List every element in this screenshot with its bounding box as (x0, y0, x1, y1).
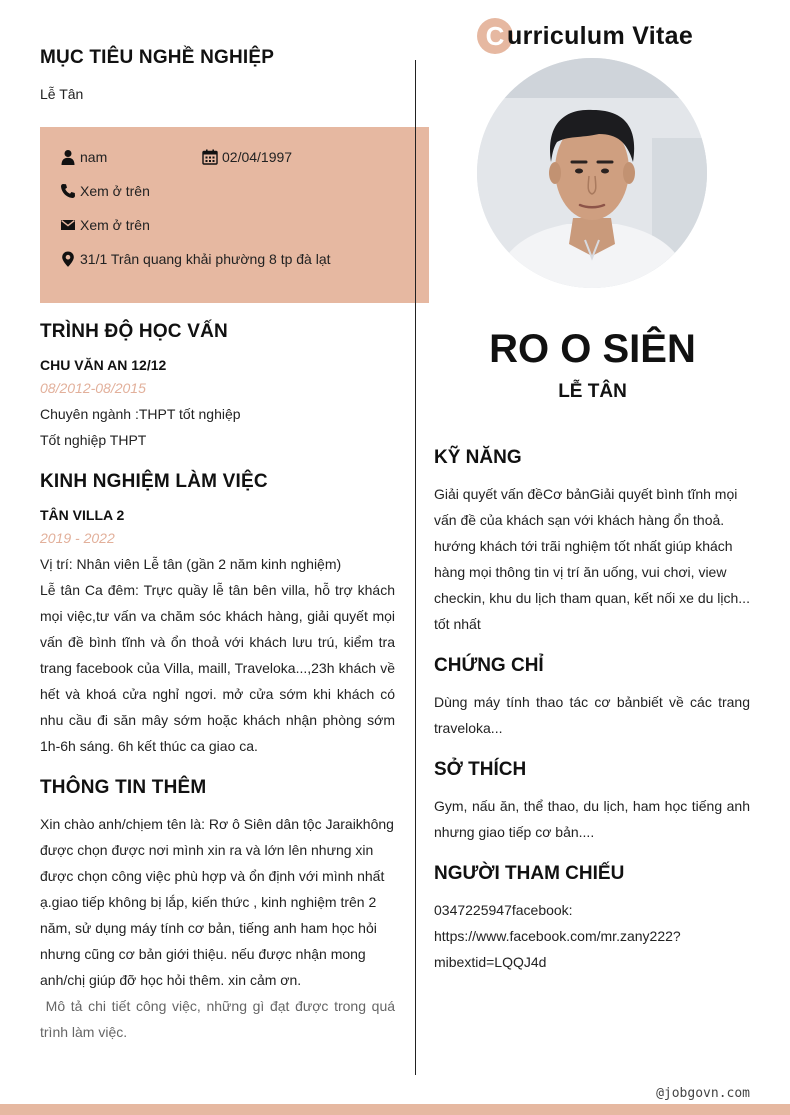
education-school: CHU VĂN AN 12/12 (40, 357, 167, 373)
additional-info-note: Mô tả chi tiết công việc, những gì đạt được trong quá trình làm việc. (40, 998, 399, 1040)
profile-photo (477, 58, 707, 288)
gender-row (60, 149, 107, 165)
certificates-title: CHỨNG CHỈ (434, 655, 544, 676)
skills-line: Giải quyết vấn đềCơ bảnGiải quyết bình tĩnh mọi (434, 486, 738, 502)
personal-info-box (40, 127, 429, 303)
additional-line: năm, sử dụng máy tính cơ bản, tiếng anh ham học hỏi (40, 920, 377, 936)
additional-line: được chọn được nơi mình xin ra và lớn lên nhưng xin (40, 842, 374, 858)
column-divider (415, 60, 416, 1075)
gender-value: nam (80, 149, 108, 165)
phone-icon (60, 183, 76, 199)
experience-company: TÂN VILLA 2 (40, 507, 125, 523)
phone-row (60, 183, 150, 199)
cv-logo-letter: C (477, 18, 513, 54)
location-pin-icon (60, 251, 76, 267)
additional-line: được chọn công việc phù hợp và ổn định với mình nhất (40, 868, 385, 884)
additional-line: anh/chị giúp đỡ học hỏi thêm. xin cảm ơn. (40, 972, 302, 988)
skills-text (434, 481, 750, 637)
experience-description: Lễ tân Ca đêm: Trực quầy lễ tân bên villa, hỗ trợ khách mọi việc,tư vấn va chăm sóc khách hàng, giải quyết mọi vấn đề bình tĩnh và ổn thoả với khách lưu trú, kiểm tra trang facebook của Villa, maill, Traveloka...,23h khách về hết và khoá cửa nghỉ ngơi. mở cửa sớm khi khách có nhu cầu đi săn mây sớm hoặc khách nhận phòng sớm 1h-6h sáng. 6h kết thúc ca giao ca. (40, 582, 395, 754)
references-line: 0347225947facebook: (434, 902, 573, 918)
education-line-1: Chuyên ngành :THPT tốt nghiệp (40, 406, 241, 422)
address-value: 31/1 Trân quang khải phường 8 tp đà lạt (80, 251, 331, 267)
address-row (60, 251, 331, 267)
cv-logo (477, 18, 693, 54)
experience-period: 2019 - 2022 (40, 530, 115, 546)
references-text (434, 897, 750, 975)
education-period: 08/2012-08/2015 (40, 380, 146, 396)
hobbies-title: SỞ THÍCH (434, 759, 527, 780)
profile-photo-portrait (477, 58, 707, 288)
education-line-2: Tốt nghiệp THPT (40, 432, 147, 448)
career-goal-title: MỤC TIÊU NGHỀ NGHIỆP (40, 47, 275, 68)
additional-line: Xin chào anh/chịem tên là: Rơ ô Siên dân tộc Jaraikhông (40, 816, 394, 832)
career-goal-text: Lễ Tân (40, 86, 84, 102)
references-title: NGƯỜI THAM CHIẾU (434, 863, 625, 884)
additional-line: ạ.giao tiếp không bị lắp, kiến thức , kinh nghiệm trên 2 (40, 894, 377, 910)
email-value: Xem ở trên (80, 217, 150, 233)
experience-title: KINH NGHIỆM LÀM VIỆC (40, 471, 268, 492)
profile-role: LỄ TÂN (558, 381, 627, 402)
skills-line: checkin, khu du lịch tham quan, kết nối xe du lịch... (434, 590, 750, 606)
additional-line: nhưng cũng cơ bản giới thiệu. nếu được nhận mong (40, 946, 366, 962)
additional-info-text (40, 811, 400, 993)
skills-line: vấn đề của khách sạn với khách hàng ổn thoả. (434, 512, 725, 528)
hobbies-text: Gym, nấu ăn, thể thao, du lịch, ham học tiếng anh nhưng giao tiếp cơ bản.... (434, 798, 750, 840)
references-link[interactable]: https://www.facebook.com/mr.zany222? (434, 928, 681, 944)
education-title: TRÌNH ĐỘ HỌC VẤN (40, 321, 228, 342)
mail-icon (60, 217, 76, 233)
cv-logo-word: urriculum Vitae (507, 21, 694, 50)
skills-line: tốt nhất (434, 616, 481, 632)
certificates-text: Dùng máy tính thao tác cơ bảnbiết về các trang traveloka... (434, 694, 750, 736)
birthdate-value: 02/04/1997 (222, 149, 293, 165)
birthdate-row (202, 149, 292, 165)
calendar-icon (202, 149, 218, 165)
person-icon (60, 149, 76, 165)
skills-line: hàng mọi thông tin vị trí ăn uống, vui chơi, view (434, 564, 727, 580)
footer-bar (0, 1104, 790, 1115)
skills-line: hướng khách tới trãi nghiệm tốt nhất giúp khách (434, 538, 733, 554)
email-row (60, 217, 150, 233)
experience-position: Vị trí: Nhân viên Lễ tân (gần 2 năm kinh nghiệm) (40, 556, 342, 572)
additional-info-title: THÔNG TIN THÊM (40, 777, 207, 798)
phone-value: Xem ở trên (80, 183, 150, 199)
skills-title: KỸ NĂNG (434, 447, 522, 468)
footer-site: @jobgovn.com (656, 1086, 750, 1101)
references-line: mibextid=LQQJ4d (434, 954, 547, 970)
profile-name: RO O SIÊN (489, 327, 696, 371)
